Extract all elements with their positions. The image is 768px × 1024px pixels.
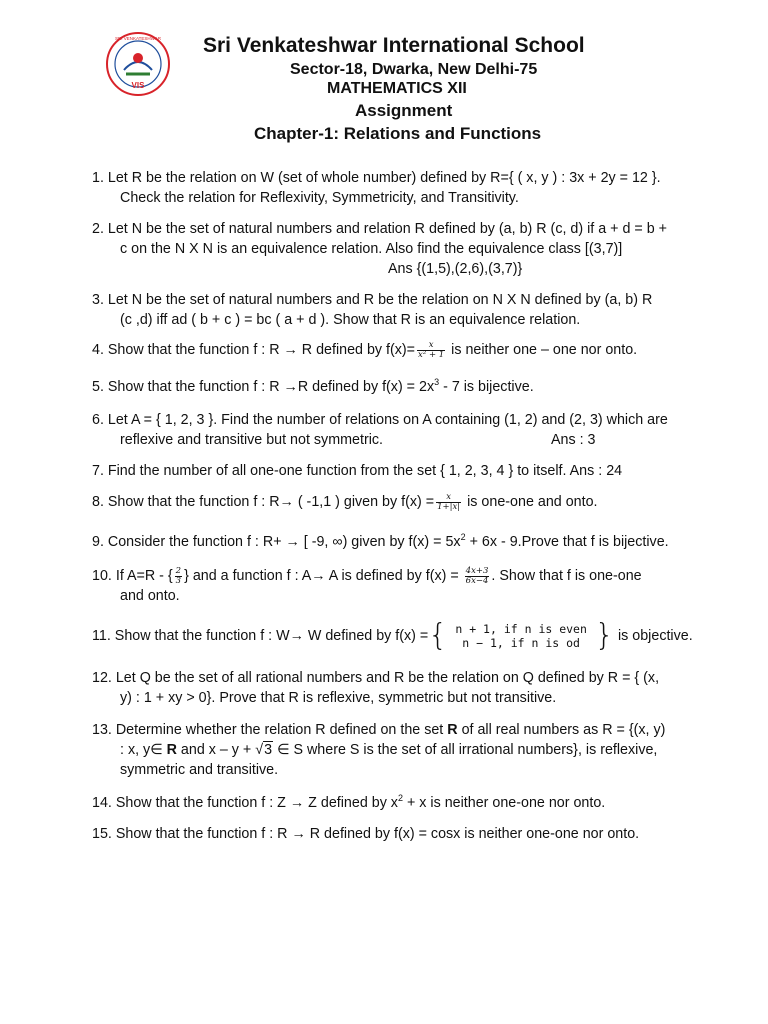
answer-6: Ans : 3	[551, 432, 596, 448]
question-7: 7. Find the number of all one-one function from the set { 1, 2, 3, 4 } to itself. Ans : 24	[92, 463, 623, 479]
subject-title: MATHEMATICS XII	[327, 80, 467, 97]
question-text: + 6x - 9.Prove that f is bijective.	[465, 534, 669, 550]
question-text: is one-one and onto.	[463, 494, 598, 510]
question-text: 4. Show that the function f : R → R defined by f(x)=	[92, 342, 416, 358]
question-text: (c ,d) iff ad ( b + c ) = bc ( a + d ). Show that R is an equivalence relation.	[120, 312, 581, 328]
question-4	[92, 340, 732, 360]
question-10	[92, 566, 732, 606]
question-text: 3. Let N be the set of natural numbers and R be the relation on N X N defined by (a, b) R	[92, 292, 653, 308]
fraction: $\frac{2}{3}$	[175, 565, 182, 586]
question-5: 5. Show that the function f : R →R defined by $f(x) = 2x^3 - 7$ is bijective.	[92, 377, 534, 395]
question-text: 6. Let A = { 1, 2, 3 }. Find the number of relations on A containing (1, 2) and (2, 3) which are	[92, 412, 668, 428]
piecewise-function: n + 1, if n is even n − 1, if n is od	[455, 622, 587, 650]
question-3	[92, 290, 732, 330]
question-11: 11. Show that the function f : W→ W defined by f(x) ={ n + 1, if n is even n − 1, if n is od } is objective.	[92, 618, 693, 653]
question-text: c on the N X N is an equivalence relation. Also find the equivalence class [(3,7)]	[120, 241, 623, 257]
question-text: Check the relation for Reflexivity, Symmetricity, and Transitivity.	[120, 190, 519, 206]
question-text: . Show that f is one-one	[491, 568, 642, 584]
question-text: } and a function f : A→ A is defined by f(x) =	[184, 568, 459, 584]
question-text: is neither one – one nor onto.	[447, 342, 638, 358]
question-1	[92, 168, 732, 208]
question-13: 13. Determine whether the relation R defined on the set R of all real numbers as R = {(x, y) : x, y∈ R and x – y + √3 ∈ S where S is the set of all irrational numbers}, is reflexive, symmetric and transitive.	[92, 722, 666, 778]
question-6	[92, 410, 732, 450]
school-crest-icon	[96, 30, 180, 100]
question-text: 1. Let R be the relation on W (set of whole number) defined by R={ ( x, y ) : 3x + 2y = 12 }.	[92, 170, 661, 186]
question-text: 8. Show that the function f : R→ ( -1,1 ) given by f(x) =	[92, 494, 435, 510]
question-9: 9. Consider the function f : R+ → [ -9, ∞) given by $f(x) = 5x^2 + 6x$ - 9.Prove that f is bijective.	[92, 532, 669, 550]
question-text: and onto.	[120, 588, 180, 604]
question-text: is objective.	[614, 627, 693, 644]
question-text: 11. Show that the function f : W→ W defined by f(x) =	[92, 627, 429, 644]
chapter-title: Chapter-1: Relations and Functions	[254, 124, 542, 143]
question-text: - 7 is bijective.	[439, 379, 534, 395]
answer-2: Ans {(1,5),(2,6),(3,7)}	[388, 261, 523, 277]
question-text: 12. Let Q be the set of all rational numbers and R be the relation on Q defined by R = { (x,	[92, 670, 660, 686]
svg-text:SRI VENKATESHWAR: SRI VENKATESHWAR	[114, 36, 162, 41]
question-text: 2. Let N be the set of natural numbers and relation R defined by (a, b) R (c, d) if a + d = b +	[92, 221, 667, 237]
question-14: 14. Show that the function f : Z → Z defined by $x^2 + x$ is neither one-one nor onto.	[92, 793, 606, 811]
fraction: $\frac{4x+3}{6x-4}$	[465, 565, 489, 586]
svg-text:VIS: VIS	[131, 81, 145, 90]
school-name: Sri Venkateshwar International School	[203, 34, 585, 57]
fraction: $\frac{x}{\text{x² + 1}}$	[418, 339, 445, 360]
question-text: + x is neither one-one nor onto.	[402, 795, 606, 811]
question-2	[92, 219, 732, 259]
question-text: 5. Show that the function f : R →R defined by f(x) = 2x	[92, 379, 435, 395]
question-15: 15. Show that the function f : R → R defined by f(x) = cosx is neither one-one nor onto.	[92, 826, 640, 842]
school-address: Sector-18, Dwarka, New Delhi-75	[290, 61, 538, 78]
fraction: $\frac{x}{1+|x|}$	[437, 491, 461, 512]
question-text: 10. If A=R - {	[92, 568, 173, 584]
question-8	[92, 492, 732, 512]
question-text: reflexive and transitive but not symmetric.	[120, 432, 384, 448]
question-text: 9. Consider the function f : R+ → [ -9, ∞) given by f(x) = 5x	[92, 534, 461, 550]
document-type: Assignment	[355, 101, 453, 120]
question-12	[92, 668, 732, 708]
question-text: 14. Show that the function f : Z → Z defined by x	[92, 795, 398, 811]
question-text: y) : 1 + xy > 0}. Prove that R is reflexive, symmetric but not transitive.	[120, 690, 557, 706]
school-logo	[96, 30, 180, 100]
